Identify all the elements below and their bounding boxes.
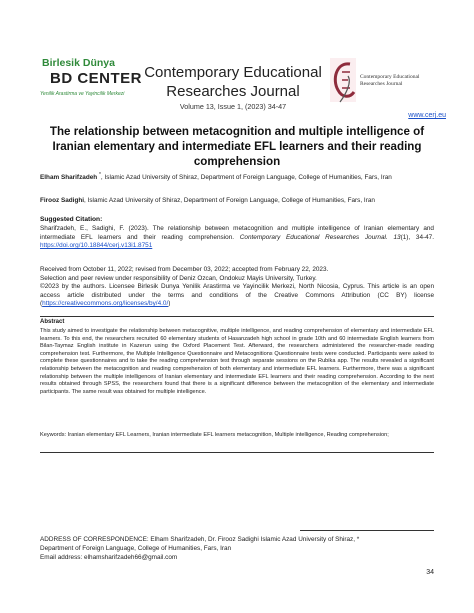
paper-title: The relationship between metacognition and multiple intelligence of Iranian elementary and intermediate EFL learners and their reading comprehension	[49, 125, 425, 168]
author-1-name: Elham Sharifzadeh	[40, 174, 98, 182]
author-2-affiliation: , Islamic Azad University of Shiraz, Department of Foreign Language, College of Humanities, Fars, Iran	[84, 197, 375, 204]
citation-body: Sharifzadeh, E., Sadighi, F. (2023). The relationship between metacognition and multiple intelligence of Iranian elementary and intermediate EFL learners and their reading comprehension.	[40, 225, 434, 241]
author-1-affiliation: , Islamic Azad University of Shiraz, Department of Foreign Language, College of Humanities, Fars, Iran	[100, 174, 392, 182]
logo-line-2: BD CENTER	[50, 70, 143, 87]
license-link[interactable]: https://creativecommons.org/licenses/by/4.0/	[42, 300, 169, 308]
license-text	[40, 283, 434, 309]
received-line: Received from October 11, 2022; revised from December 03, 2022; accepted from February 22, 2023.	[40, 266, 329, 273]
correspondence-footnote	[40, 535, 434, 562]
journal-logo-text: Contemporary Educational Researches Journal	[360, 74, 420, 87]
page-number: 34	[426, 569, 434, 576]
footnote-rule	[300, 530, 434, 531]
license-before: ©2023 by the authors. Licensee Birlesik Dunya Yenilik Arastirma ve Yayincilik Merkezi, North Nicosia, Cyprus. This article is an open access article distributed under the terms and conditions of the Creative Commons Attribution (CC BY) license (	[40, 283, 434, 308]
footnote-line-2: Department of Foreign Language, College of Humanities, Fars, Iran	[40, 545, 232, 552]
keywords: Keywords: Iranian elementary EFL Learners, Iranian intermediate EFL learners metacognition, Multiple intelligence, Reading comprehension;	[40, 432, 389, 438]
citation-heading: Suggested Citation:	[40, 216, 103, 223]
footnote-line-1: ADDRESS OF CORRESPONDENCE: Elham Sharifzadeh, Dr. Firooz Sadighi Islamic Azad University of Shiraz, *	[40, 536, 360, 543]
logo-line-3: Yenilik Arastirma ve Yayincilik Merkezi	[40, 91, 125, 97]
author-1-mark: *	[98, 172, 101, 178]
license-after: )	[168, 300, 171, 308]
citation-pages: (1), 34-47.	[400, 233, 435, 241]
citation-text	[40, 225, 434, 251]
volume-line: Volume 13, Issue 1, (2023) 34-47	[179, 102, 287, 111]
abstract-bottom-rule	[40, 452, 434, 453]
author-2-name: Firooz Sadighi	[40, 197, 85, 204]
author-2	[40, 196, 434, 205]
review-line: Selection and peer review under responsibility of Deniz Ozcan, Ondokuz Mayis University, Turkey.	[40, 274, 317, 282]
abstract-body: This study aimed to investigate the relationship between metacognitive, multiple intelligence, and reading comprehension of elementary and intermediate EFL learners. To this end, the researchers recruited 60 elementary students of Hasanzadeh high school in grade 10th and 60 intermediate English learners from Bilan-Taymaz English institute in Kazerun using the Oxford Placement Test. Afterward, the researchers administered the researcher-made reading comprehension test. Furthermore, the Multiple Intelligence Questionnaire and Metacognitions Questionnaire tests were conducted. Participants were asked to complete these questionnaires and to take the reading comprehension test through separate sessions on the Rubika app. The results revealed a significant relationship between the metacognition and reading comprehension of both elementary and intermediate EFL learners. Furthermore, there was a significant relationship between the multiple intelligences of Iranian elementary and intermediate EFL learners and their reading comprehension. According to the next results obtained through SPSS, the researchers found that there is a significant difference between the metacognition of the elementary and intermediate participants. The same result was obtained for multiple intelligence.	[40, 328, 434, 395]
footnote-line-3: Email address: elhamsharifzadeh66@gmail.com	[40, 554, 178, 561]
doi-link[interactable]: https://doi.org/10.18844/cerj.v13i1.8751	[40, 242, 153, 250]
journal-url-link[interactable]: www.cerj.eu	[408, 112, 446, 119]
logo-line-1: Birlesik Dünya	[42, 57, 115, 69]
abstract-top-rule	[40, 316, 434, 317]
author-1	[40, 171, 434, 182]
journal-title: Contemporary Educational Researches Journal	[144, 64, 322, 100]
abstract-heading: Abstract	[40, 319, 65, 325]
journal-logo	[330, 58, 430, 108]
publisher-logo	[40, 55, 143, 105]
article-history	[40, 266, 434, 309]
citation-journal: Contemporary Educational Researches Journal. 13	[239, 233, 401, 241]
